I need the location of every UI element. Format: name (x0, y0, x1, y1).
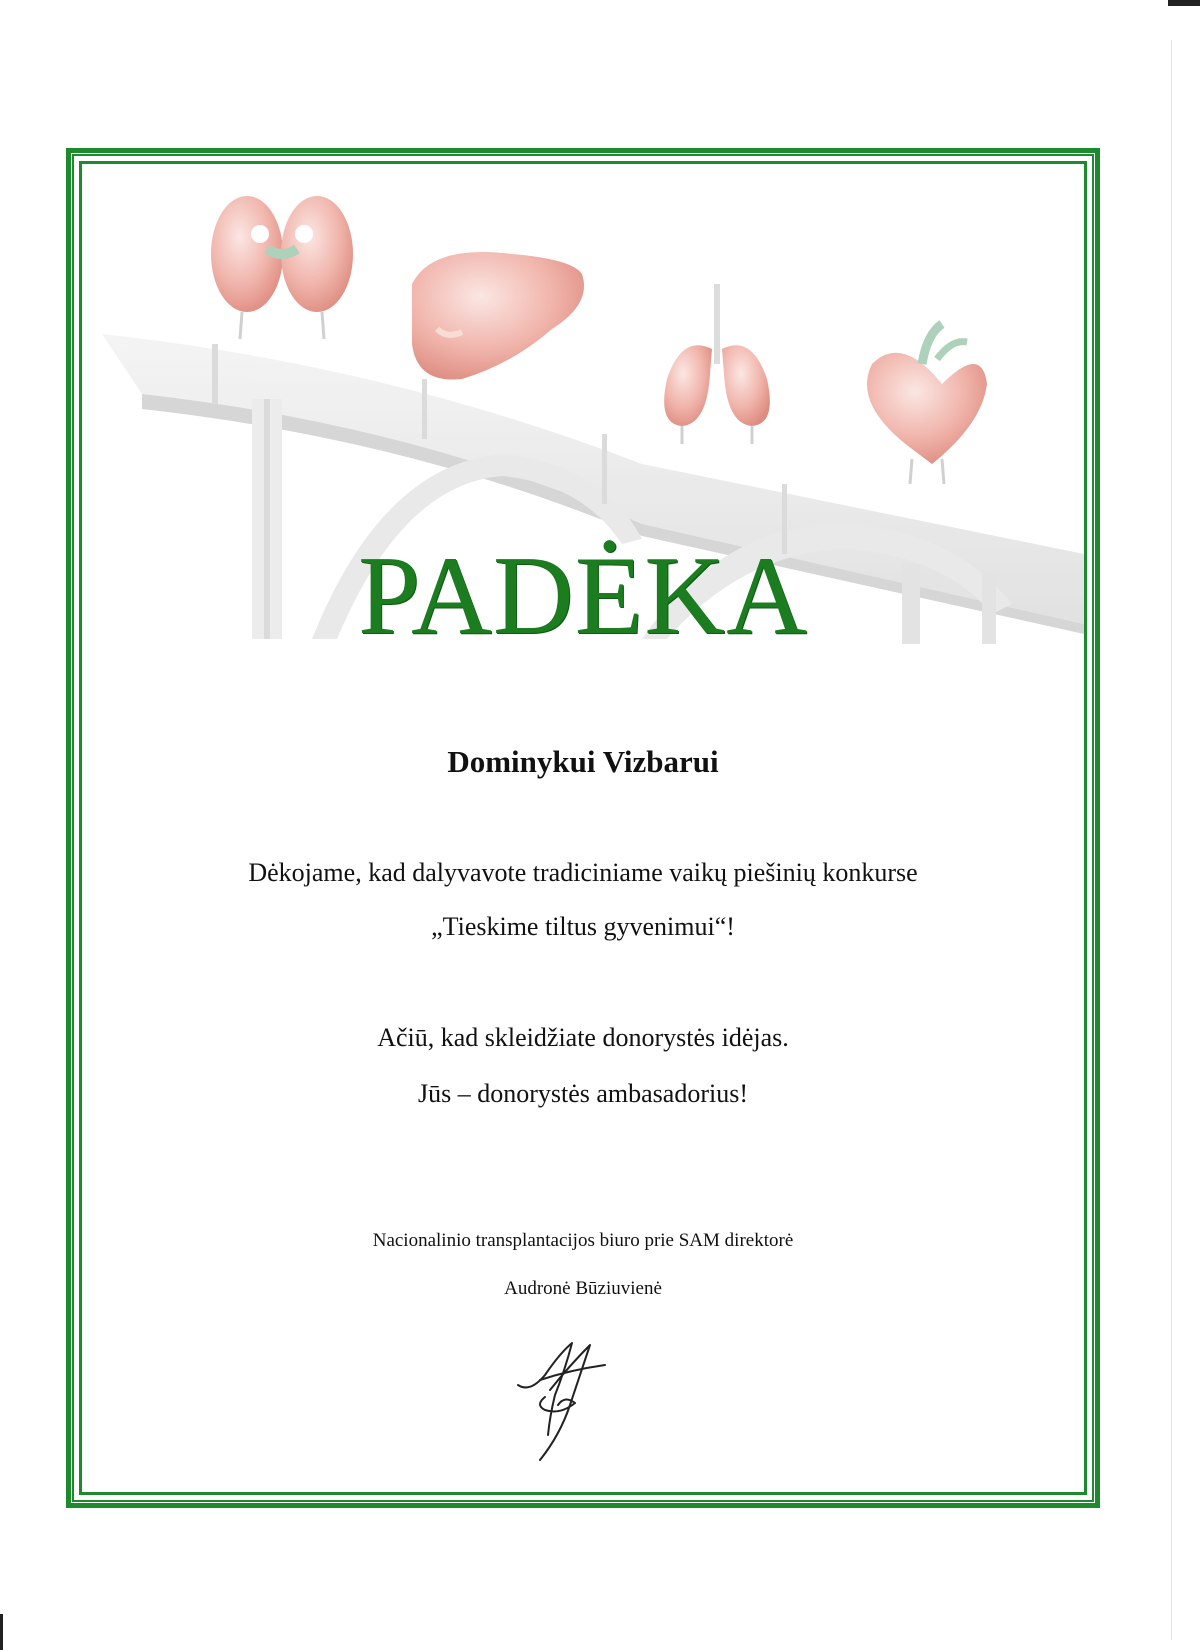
body-text-line: Dėkojame, kad dalyvavote tradiciniame vaikų piešinių konkurse (248, 858, 918, 887)
scan-mark (1168, 0, 1200, 6)
recipient-name: Dominykui Vizbarui (447, 744, 719, 779)
scan-edge (1171, 40, 1172, 1640)
lungs-icon (664, 284, 770, 444)
signature-icon (510, 1335, 620, 1465)
heart-icon (867, 324, 987, 484)
liver-icon (412, 252, 584, 380)
contest-name: „Tieskime tiltus gyvenimui“! (431, 912, 735, 941)
signatory-title: Nacionalinio transplantacijos biuro prie SAM direktorė (372, 1230, 794, 1251)
body-text-line: Ačiū, kad skleidžiate donorystės idėjas. (377, 1023, 789, 1052)
signatory-name: Audronė Būziuvienė (504, 1278, 662, 1299)
scan-mark (0, 1614, 3, 1650)
body-text-line: Jūs – donorystės ambasadorius! (417, 1079, 748, 1108)
certificate-title: PADĖKA (358, 534, 808, 658)
kidneys-icon (211, 196, 353, 339)
